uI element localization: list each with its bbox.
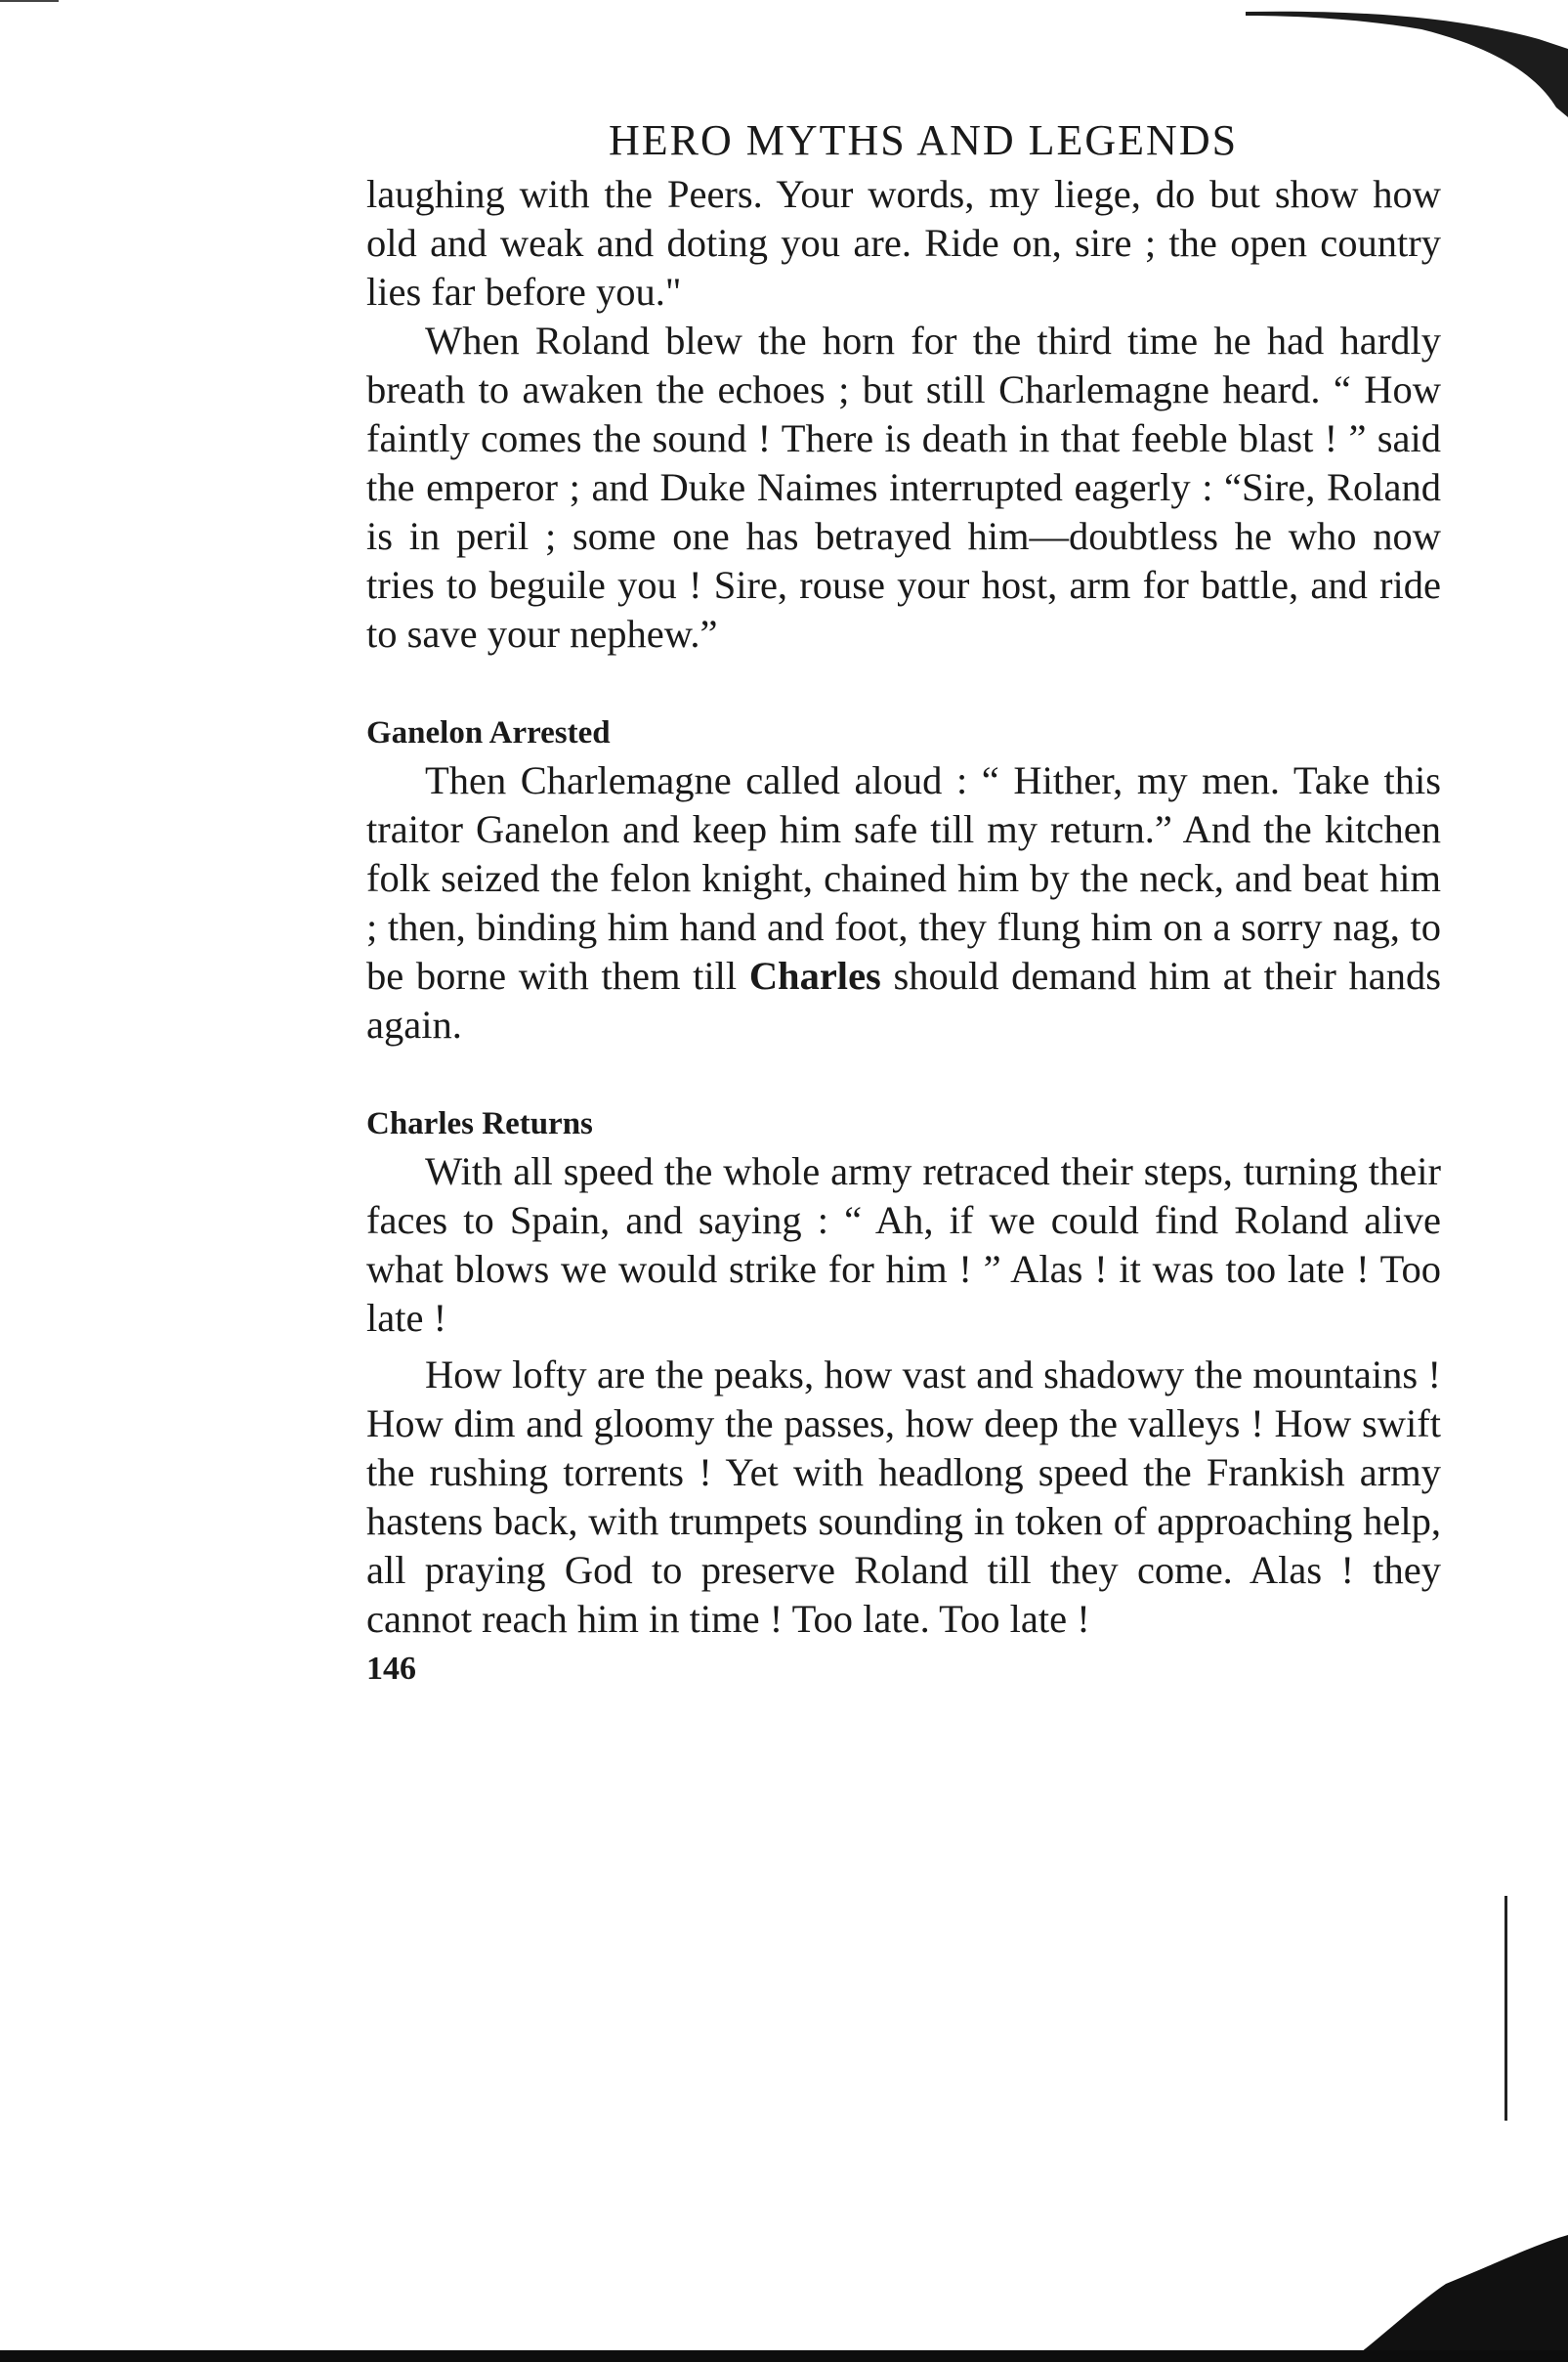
paragraph-text: should demand him at their hands again.	[366, 954, 1442, 1047]
paragraph-lofty-peaks: How lofty are the peaks, how vast and shadowy the mountains ! How dim and gloomy the passes, how deep the valleys ! How swift the rushing torrents ! Yet with headlong speed the Frankish army hastens back, with trumpets sounding in token of approaching help, all praying God to preserve Roland till they come. Alas ! they cannot reach him in time ! Too late. Too late !	[366, 1353, 1441, 1641]
emphasis-charles: Charles	[748, 954, 881, 998]
section-heading-charles-returns: Charles Returns	[366, 1106, 593, 1141]
paragraph-army-retraced: With all speed the whole army retraced their steps, turning their faces to Spain, and saying : “ Ah, if we could find Roland alive what blows we would strike for him ! ” Alas ! it was too late ! Too late !	[366, 1149, 1441, 1340]
scan-edge-mark	[0, 0, 59, 2]
paragraph-ganelon-arrested	[366, 756, 1441, 1050]
scan-side-mark	[1504, 1896, 1507, 2121]
page-number: 146	[366, 1651, 416, 1687]
running-head: HERO MYTHS AND LEGENDS	[608, 116, 1239, 164]
text-block	[366, 115, 1441, 1689]
section-heading-ganelon-arrested: Ganelon Arrested	[366, 715, 611, 751]
scan-corner-shadow	[1246, 0, 1568, 117]
scan-bottom-shadow	[0, 2167, 1568, 2362]
paragraph-roland-horn: When Roland blew the horn for the third time he had hardly breath to awaken the echoes ; but still Charlemagne heard. “ How faintly comes the sound ! There is death in that feeble blast ! ” said the emperor ; and Duke Naimes interrupted eagerly : “Sire, Roland is in peril ; some one has betrayed him—doubtless he who now tries to beguile you ! Sire, rouse your host, arm for battle, and ride to save your nephew.”	[366, 319, 1441, 656]
paragraph-text: Then Charlemagne called aloud : “ Hither, my men. Take this traitor Ganelon and keep him safe till my return.” And the kitchen folk seized the felon knight, chained him by the neck, and beat him ; then, binding him hand and foot, they flung him on a sorry nag, to be borne with them till	[366, 758, 1441, 998]
paragraph-continuation: laughing with the Peers. Your words, my liege, do but show how old and weak and doting you are. Ride on, sire ; the open country lies far before you."	[366, 172, 1441, 314]
